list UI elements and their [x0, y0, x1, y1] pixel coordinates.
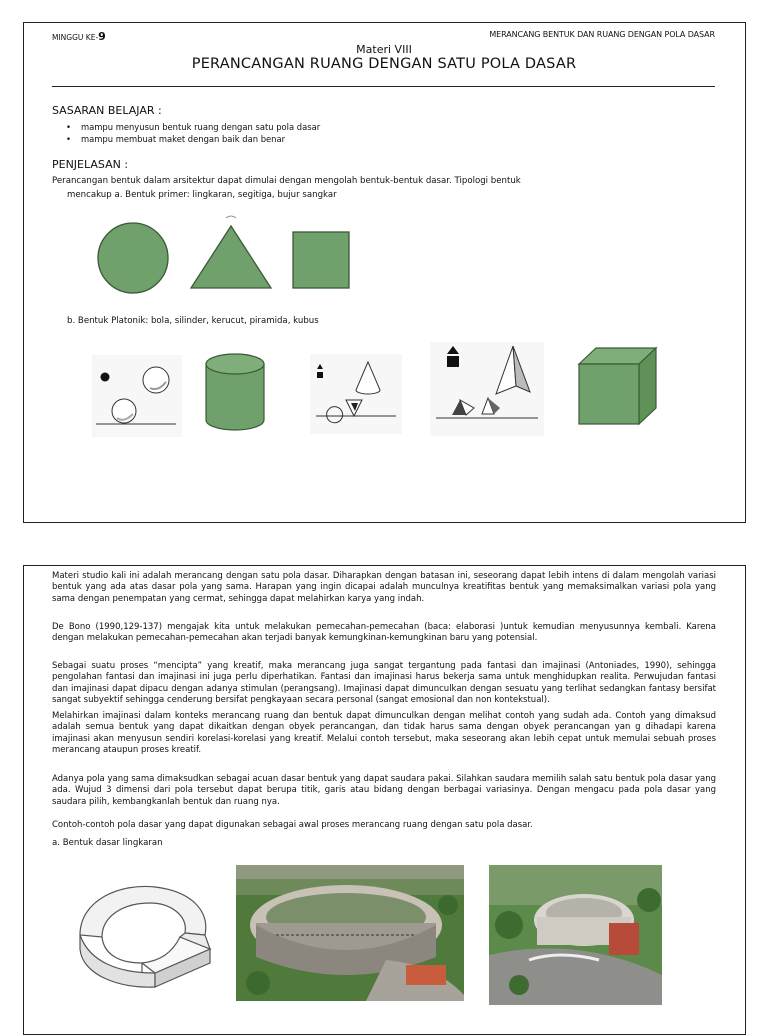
ring-model-image: [60, 865, 220, 995]
week-label: MINGGU KE-9: [52, 30, 106, 43]
penjelasan-heading: PENJELASAN :: [52, 158, 129, 171]
paragraph-6: Contoh-contoh pola dasar yang dapat digunakan sebagai awal proses merancang ruang dengan satu pola dasar.: [52, 820, 533, 830]
paragraph-5: Adanya pola yang sama dimaksudkan sebagai acuan dasar bentuk yang dapat saudara pakai. Silahkan saudara memilih salah satu bentuk pola dasar yang ada. Wujud 3 dimensi dari pola tersebut dapat berupa titik, garis atau bidang dengan berbagai variasinya. Dengan mengacu pada pola dasar yang saudara pilih, kembangkanlah bentuk dan ruang nya.: [52, 774, 716, 807]
list-item: • mampu menyusun bentuk ruang dengan satu pola dasar: [66, 122, 321, 132]
item-a-label: a. Bentuk dasar lingkaran: [52, 838, 163, 848]
header-right: MERANCANG BENTUK DAN RUANG DENGAN POLA DASAR: [489, 30, 715, 39]
sphere-sketch: [92, 355, 182, 437]
primary-shapes: [90, 210, 360, 300]
paragraph-2: De Bono (1990,129-137) mengajak kita untuk melakukan pemecahan-pemecahan (baca: elaborasi )untuk kemudian menyusunnya kembali. Karena dengan melakukan pemecahan-pemecahan akan terjadi banyak kemungkinan-kemungkinan baru yang potensial.: [52, 622, 716, 644]
paragraph-3: Sebagai suatu proses “mencipta” yang kreatif, maka merancang juga sangat tergantung pada fantasi dan imajinasi (Antoniades, 1990), sehingga pengolahan fantasi dan imajinasi ini juga perlu diperhatikan. Fantasi dan imajinasi harus bekerja sama untuk menghidupkan realita. Perwujudan fantasi dan imajinasi dapat dipacu dengan adanya stimulan (perangsang). Imajinasi dapat dimunculkan dengan sesuatu yang terlihat sedangkan fantasy bersifat sangat subyektif sehingga cenderung bersifat pengkayaan secara personal (sangat emosional dan non kontekstual).: [52, 661, 716, 706]
cylinder-shape: [200, 350, 270, 435]
circle-shape: [98, 223, 168, 293]
circular-building-photo: [236, 865, 464, 1001]
page-title: PERANCANGAN RUANG DENGAN SATU POLA DASAR: [191, 56, 577, 72]
square-shape: [293, 232, 349, 288]
cone-sketch: [310, 354, 402, 434]
rotate-handle-icon: [226, 216, 236, 218]
title-rule: [52, 86, 715, 87]
penjelasan-line-1: Perancangan bentuk dalam arsitektur dapat dimulai dengan mengolah bentuk-bentuk dasar. Tipologi bentuk: [52, 176, 521, 186]
bullet-icon: •: [66, 122, 71, 132]
oval-building-photo: [489, 865, 662, 1005]
penjelasan-line-2: mencakup a. Bentuk primer: lingkaran, segitiga, bujur sangkar: [67, 190, 337, 200]
sasaran-heading: SASARAN BELAJAR :: [52, 104, 162, 117]
pyramid-sketch: [430, 342, 544, 436]
cube-shape: [576, 346, 660, 428]
list-item: • mampu membuat maket dengan baik dan benar: [66, 134, 286, 144]
platonic-line: b. Bentuk Platonik: bola, silinder, kerucut, piramida, kubus: [67, 316, 319, 326]
sasaran-list: [66, 121, 320, 145]
triangle-shape: [191, 226, 271, 288]
paragraph-1: Materi studio kali ini adalah merancang dengan satu pola dasar. Diharapkan dengan batasan ini, seseorang dapat lebih intens di dalam mengolah variasi bentuk yang ada atas dasar pola yang sama. Harapan yang ingin dicapai adalah munculnya kreatifitas bentuk yang memaksimalkan variasi pola yang sama dengan penempatan yang cermat, sehingga dapat melahirkan karya yang indah.: [52, 571, 716, 604]
bullet-icon: •: [66, 134, 71, 144]
materi-label: Materi VIII: [356, 43, 412, 56]
week-number: 9: [98, 30, 106, 43]
paragraph-4: Melahirkan imajinasi dalam konteks merancang ruang dan bentuk dapat dimunculkan dengan melihat contoh yang sudah ada. Contoh yang dimaksud adalah semua bentuk yang dapat dikaitkan dengan obyek perancangan, dan tidak harus sama dengan obyek perancangan yan g dihadapi karena imajinasi akan menyusun sendiri korelasi-korelasi yang kreatif. Melalui contoh tersebut, maka seseorang akan lebih cepat untuk memulai sebuah proses merancang ataupun proses kreatif.: [52, 711, 716, 756]
